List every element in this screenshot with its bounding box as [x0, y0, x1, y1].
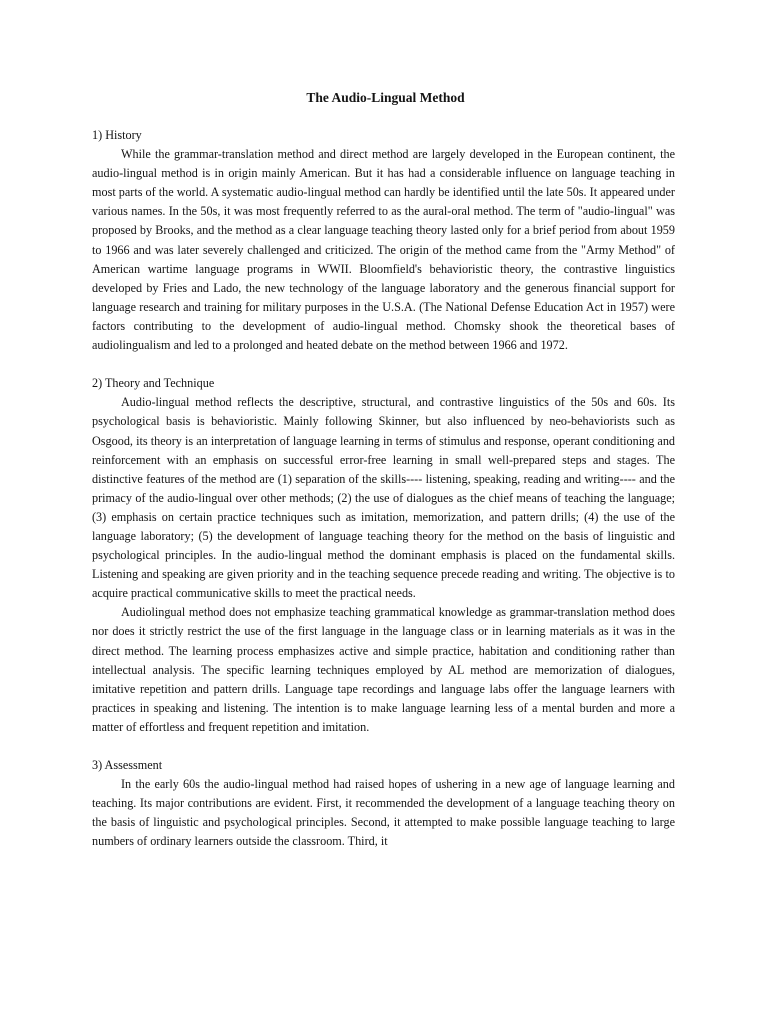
document-title: The Audio-Lingual Method	[306, 90, 465, 105]
section-heading: 3) Assessment	[92, 758, 163, 773]
section-theory-and-technique	[92, 374, 675, 737]
paragraph: Audio-lingual method reflects the descriptive, structural, and contrastive linguistics of the 50s and 60s. Its psychological basis is behavioristic. Mainly following Skinner, but also influenced by neo-behaviorists such as Osgood, its theory is an interpretation of language learning in terms of stimulus and response, operant conditioning and reinforcement with an emphasis on successful error-free learning in small well-prepared steps and stages. The distinctive features of the method are (1) separation of the skills---- listening, speaking, reading and writing---- and the primacy of the audio-lingual over other methods; (2) the use of dialogues as the chief means of teaching the language; (3) emphasis on certain practice techniques such as imitation, memorization, and pattern drills; (4) the use of the language laboratory; (5) the development of language teaching theory for the method on the basis of linguistic and psychological principles. In the audio-lingual method the dominant emphasis is placed on the fundamental skills. Listening and speaking are given priority and in the teaching sequence precede reading and writing. The objective is to acquire practical communicative skills to meet the practical needs.	[92, 395, 675, 601]
section-heading: 1) History	[92, 128, 142, 142]
section-history	[92, 126, 675, 355]
paragraph: While the grammar-translation method and direct method are largely developed in the European continent, the audio-lingual method is in origin mainly American. But it has had a considerable influence on language teaching in most parts of the world. A systematic audio-lingual method can hardly be identified until the late 50s. It appeared under various names. In the 50s, it was most frequently referred to as the aural-oral method. The term of "audio-lingual" was proposed by Brooks, and the method as a clear language teaching theory lasted only for a brief period from about 1959 to 1966 and was later severely challenged and criticized. The origin of the method came from the "Army Method" of American wartime language programs in WWII. Bloomfield's behavioristic theory, the contrastive linguistics developed by Fries and Lado, the new technology of the language laboratory and the generous financial support for language research and training for military purposes in the U.S.A. (The National Defense Education Act in 1957) were factors contributing to the development of audio-lingual method. Chomsky shook the theoretical bases of audiolingualism and led to a prolonged and heated debate on the method between 1966 and 1972.	[92, 147, 675, 353]
paragraph: Audiolingual method does not emphasize teaching grammatical knowledge as grammar-translation method does nor does it strictly restrict the use of the first language in the language class or in learning materials as it was in the direct method. The learning process emphasizes active and simple practice, habitation and conditioning rather than intellectual analysis. The specific learning techniques employed by AL method are memorization of dialogues, imitative repetition and pattern drills. Language tape recordings and language labs offer the language learners with practices in speaking and listening. The intention is to make language learning less of a mental burden and more a matter of effortless and frequent repetition and imitation.	[92, 605, 675, 734]
section-assessment	[92, 756, 675, 851]
document-page	[92, 88, 675, 871]
section-heading: 2) Theory and Technique	[92, 376, 215, 391]
paragraph: In the early 60s the audio-lingual method had raised hopes of ushering in a new age of language learning and teaching. Its major contributions are evident. First, it recommended the development of a language teaching theory on the basis of linguistic and psychological principles. Second, it attempted to make possible language teaching to large numbers of ordinary learners outside the classroom. Third, it	[92, 777, 675, 849]
